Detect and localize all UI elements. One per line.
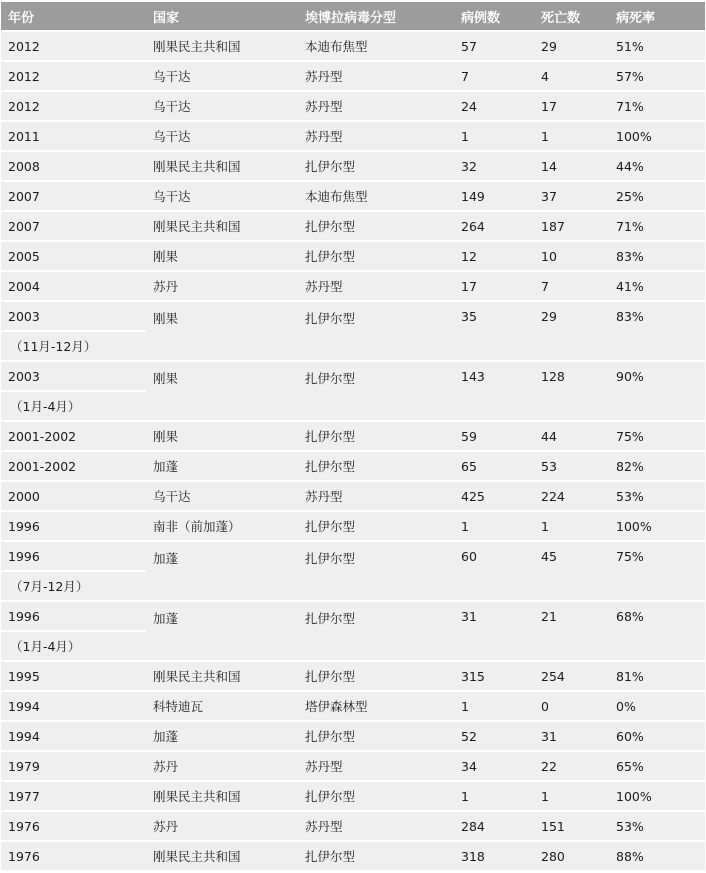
cell-deaths: 17 — [534, 92, 609, 120]
cell-year-note: （1月-4月） — [1, 392, 146, 420]
cell-deaths: 10 — [534, 242, 609, 270]
table-row — [1, 182, 705, 210]
cell-country: 刚果 — [146, 362, 298, 420]
cell-year: 2012 — [1, 92, 146, 120]
cell-year: 1996 — [1, 602, 146, 630]
cell-deaths: 29 — [534, 32, 609, 60]
cell-deaths: 0 — [534, 692, 609, 720]
cell-deaths: 280 — [534, 842, 609, 870]
table-row — [1, 422, 705, 450]
cell-deaths: 31 — [534, 722, 609, 750]
table-row — [1, 692, 705, 720]
cell-year: 2001-2002 — [1, 422, 146, 450]
cell-cases: 1 — [454, 512, 534, 540]
table-row — [1, 92, 705, 120]
table-row — [1, 62, 705, 90]
table-row — [1, 272, 705, 300]
cell-cases: 264 — [454, 212, 534, 240]
cell-deaths: 254 — [534, 662, 609, 690]
cell-year: 2007 — [1, 212, 146, 240]
cell-subtype: 苏丹型 — [298, 272, 454, 300]
cell-deaths: 29 — [534, 302, 609, 360]
cell-subtype: 苏丹型 — [298, 62, 454, 90]
cell-deaths: 187 — [534, 212, 609, 240]
cell-cfr: 60% — [609, 722, 705, 750]
cell-year: 1976 — [1, 812, 146, 840]
cell-subtype: 扎伊尔型 — [298, 782, 454, 810]
cell-year: 2001-2002 — [1, 452, 146, 480]
header-country: 国家 — [146, 2, 298, 30]
cell-subtype: 苏丹型 — [298, 92, 454, 120]
cell-cfr: 0% — [609, 692, 705, 720]
cell-subtype: 扎伊尔型 — [298, 722, 454, 750]
cell-cfr: 41% — [609, 272, 705, 300]
cell-cases: 60 — [454, 542, 534, 600]
cell-cases: 17 — [454, 272, 534, 300]
cell-subtype: 本迪布焦型 — [298, 182, 454, 210]
cell-year: 1977 — [1, 782, 146, 810]
cell-cases: 315 — [454, 662, 534, 690]
header-year: 年份 — [1, 2, 146, 30]
cell-cfr: 82% — [609, 452, 705, 480]
cell-subtype: 塔伊森林型 — [298, 692, 454, 720]
cell-country: 刚果 — [146, 242, 298, 270]
table-row — [1, 842, 705, 870]
cell-year: 2003 — [1, 302, 146, 330]
header-cases: 病例数 — [454, 2, 534, 30]
cell-year-note: （11月-12月） — [1, 332, 146, 360]
table-row — [1, 242, 705, 270]
cell-year: 2012 — [1, 62, 146, 90]
cell-year: 1996 — [1, 542, 146, 570]
cell-subtype: 本迪布焦型 — [298, 32, 454, 60]
cell-deaths: 1 — [534, 122, 609, 150]
cell-cases: 1 — [454, 782, 534, 810]
cell-country: 刚果民主共和国 — [146, 662, 298, 690]
cell-country: 南非（前加蓬） — [146, 512, 298, 540]
table-row — [1, 152, 705, 180]
table-row — [1, 122, 705, 150]
cell-subtype: 扎伊尔型 — [298, 602, 454, 660]
cell-country: 刚果民主共和国 — [146, 842, 298, 870]
cell-deaths: 21 — [534, 602, 609, 660]
cell-year: 2012 — [1, 32, 146, 60]
cell-deaths: 1 — [534, 512, 609, 540]
cell-country: 加蓬 — [146, 602, 298, 660]
table-row — [1, 212, 705, 240]
cell-cases: 7 — [454, 62, 534, 90]
cell-deaths: 37 — [534, 182, 609, 210]
cell-subtype: 扎伊尔型 — [298, 842, 454, 870]
cell-cfr: 53% — [609, 812, 705, 840]
cell-cases: 143 — [454, 362, 534, 420]
table-row — [1, 722, 705, 750]
cell-cases: 24 — [454, 92, 534, 120]
cell-deaths: 53 — [534, 452, 609, 480]
cell-year: 2005 — [1, 242, 146, 270]
table-row — [1, 812, 705, 840]
cell-year-note: （1月-4月） — [1, 632, 146, 660]
cell-cfr: 90% — [609, 362, 705, 420]
cell-country: 乌干达 — [146, 62, 298, 90]
cell-cases: 1 — [454, 122, 534, 150]
cell-cfr: 71% — [609, 212, 705, 240]
cell-cases: 34 — [454, 752, 534, 780]
cell-subtype: 扎伊尔型 — [298, 242, 454, 270]
cell-country: 刚果民主共和国 — [146, 32, 298, 60]
cell-country: 苏丹 — [146, 272, 298, 300]
cell-cases: 149 — [454, 182, 534, 210]
cell-cfr: 75% — [609, 422, 705, 450]
cell-cfr: 71% — [609, 92, 705, 120]
cell-cfr: 81% — [609, 662, 705, 690]
cell-country: 苏丹 — [146, 812, 298, 840]
cell-subtype: 苏丹型 — [298, 812, 454, 840]
cell-year: 2004 — [1, 272, 146, 300]
cell-subtype: 扎伊尔型 — [298, 662, 454, 690]
cell-cases: 318 — [454, 842, 534, 870]
cell-subtype: 苏丹型 — [298, 752, 454, 780]
cell-cases: 1 — [454, 692, 534, 720]
cell-cfr: 57% — [609, 62, 705, 90]
cell-country: 加蓬 — [146, 722, 298, 750]
cell-deaths: 7 — [534, 272, 609, 300]
header-cfr: 病死率 — [609, 2, 705, 30]
table-row — [1, 482, 705, 510]
cell-deaths: 151 — [534, 812, 609, 840]
header-deaths: 死亡数 — [534, 2, 609, 30]
cell-subtype: 苏丹型 — [298, 482, 454, 510]
header-row — [1, 2, 705, 30]
cell-cfr: 25% — [609, 182, 705, 210]
table-row — [1, 32, 705, 60]
cell-year: 1994 — [1, 722, 146, 750]
table-body — [1, 32, 705, 870]
table-row — [1, 452, 705, 480]
cell-subtype: 扎伊尔型 — [298, 362, 454, 420]
header-subtype: 埃博拉病毒分型 — [298, 2, 454, 30]
cell-country: 刚果民主共和国 — [146, 212, 298, 240]
cell-cases: 65 — [454, 452, 534, 480]
cell-year: 2011 — [1, 122, 146, 150]
table-row — [1, 512, 705, 540]
cell-country: 加蓬 — [146, 542, 298, 600]
cell-year: 2007 — [1, 182, 146, 210]
cell-year: 1994 — [1, 692, 146, 720]
cell-cfr: 83% — [609, 242, 705, 270]
cell-subtype: 扎伊尔型 — [298, 452, 454, 480]
cell-cases: 31 — [454, 602, 534, 660]
table-header — [1, 2, 705, 30]
cell-cfr: 100% — [609, 122, 705, 150]
table-row — [1, 752, 705, 780]
cell-country: 乌干达 — [146, 182, 298, 210]
cell-cfr: 100% — [609, 782, 705, 810]
table-row — [1, 362, 705, 390]
table-row — [1, 662, 705, 690]
cell-deaths: 224 — [534, 482, 609, 510]
cell-year: 1976 — [1, 842, 146, 870]
table-row — [1, 782, 705, 810]
table-row — [1, 302, 705, 330]
cell-deaths: 14 — [534, 152, 609, 180]
cell-year: 1995 — [1, 662, 146, 690]
cell-country: 乌干达 — [146, 92, 298, 120]
cell-deaths: 128 — [534, 362, 609, 420]
table-row — [1, 542, 705, 570]
cell-year: 2000 — [1, 482, 146, 510]
cell-subtype: 扎伊尔型 — [298, 422, 454, 450]
outbreak-table — [1, 0, 705, 872]
cell-country: 刚果 — [146, 422, 298, 450]
cell-deaths: 44 — [534, 422, 609, 450]
cell-year: 2008 — [1, 152, 146, 180]
table-row — [1, 602, 705, 630]
cell-year: 1979 — [1, 752, 146, 780]
cell-cases: 284 — [454, 812, 534, 840]
cell-year-note: （7月-12月） — [1, 572, 146, 600]
cell-country: 乌干达 — [146, 122, 298, 150]
cell-cfr: 88% — [609, 842, 705, 870]
cell-country: 加蓬 — [146, 452, 298, 480]
cell-cfr: 68% — [609, 602, 705, 660]
cell-cases: 52 — [454, 722, 534, 750]
cell-country: 苏丹 — [146, 752, 298, 780]
cell-country: 刚果民主共和国 — [146, 152, 298, 180]
cell-country: 科特迪瓦 — [146, 692, 298, 720]
cell-subtype: 扎伊尔型 — [298, 542, 454, 600]
cell-cases: 12 — [454, 242, 534, 270]
cell-deaths: 45 — [534, 542, 609, 600]
cell-subtype: 苏丹型 — [298, 122, 454, 150]
cell-cfr: 44% — [609, 152, 705, 180]
cell-year: 1996 — [1, 512, 146, 540]
cell-subtype: 扎伊尔型 — [298, 512, 454, 540]
cell-cfr: 53% — [609, 482, 705, 510]
cell-deaths: 22 — [534, 752, 609, 780]
cell-cfr: 83% — [609, 302, 705, 360]
cell-cases: 57 — [454, 32, 534, 60]
cell-subtype: 扎伊尔型 — [298, 152, 454, 180]
cell-deaths: 4 — [534, 62, 609, 90]
cell-cases: 425 — [454, 482, 534, 510]
cell-country: 刚果 — [146, 302, 298, 360]
cell-subtype: 扎伊尔型 — [298, 302, 454, 360]
cell-subtype: 扎伊尔型 — [298, 212, 454, 240]
cell-cfr: 75% — [609, 542, 705, 600]
cell-country: 乌干达 — [146, 482, 298, 510]
cell-year: 2003 — [1, 362, 146, 390]
cell-cfr: 65% — [609, 752, 705, 780]
cell-cases: 35 — [454, 302, 534, 360]
cell-cases: 32 — [454, 152, 534, 180]
cell-deaths: 1 — [534, 782, 609, 810]
cell-cfr: 51% — [609, 32, 705, 60]
cell-cases: 59 — [454, 422, 534, 450]
cell-country: 刚果民主共和国 — [146, 782, 298, 810]
cell-cfr: 100% — [609, 512, 705, 540]
